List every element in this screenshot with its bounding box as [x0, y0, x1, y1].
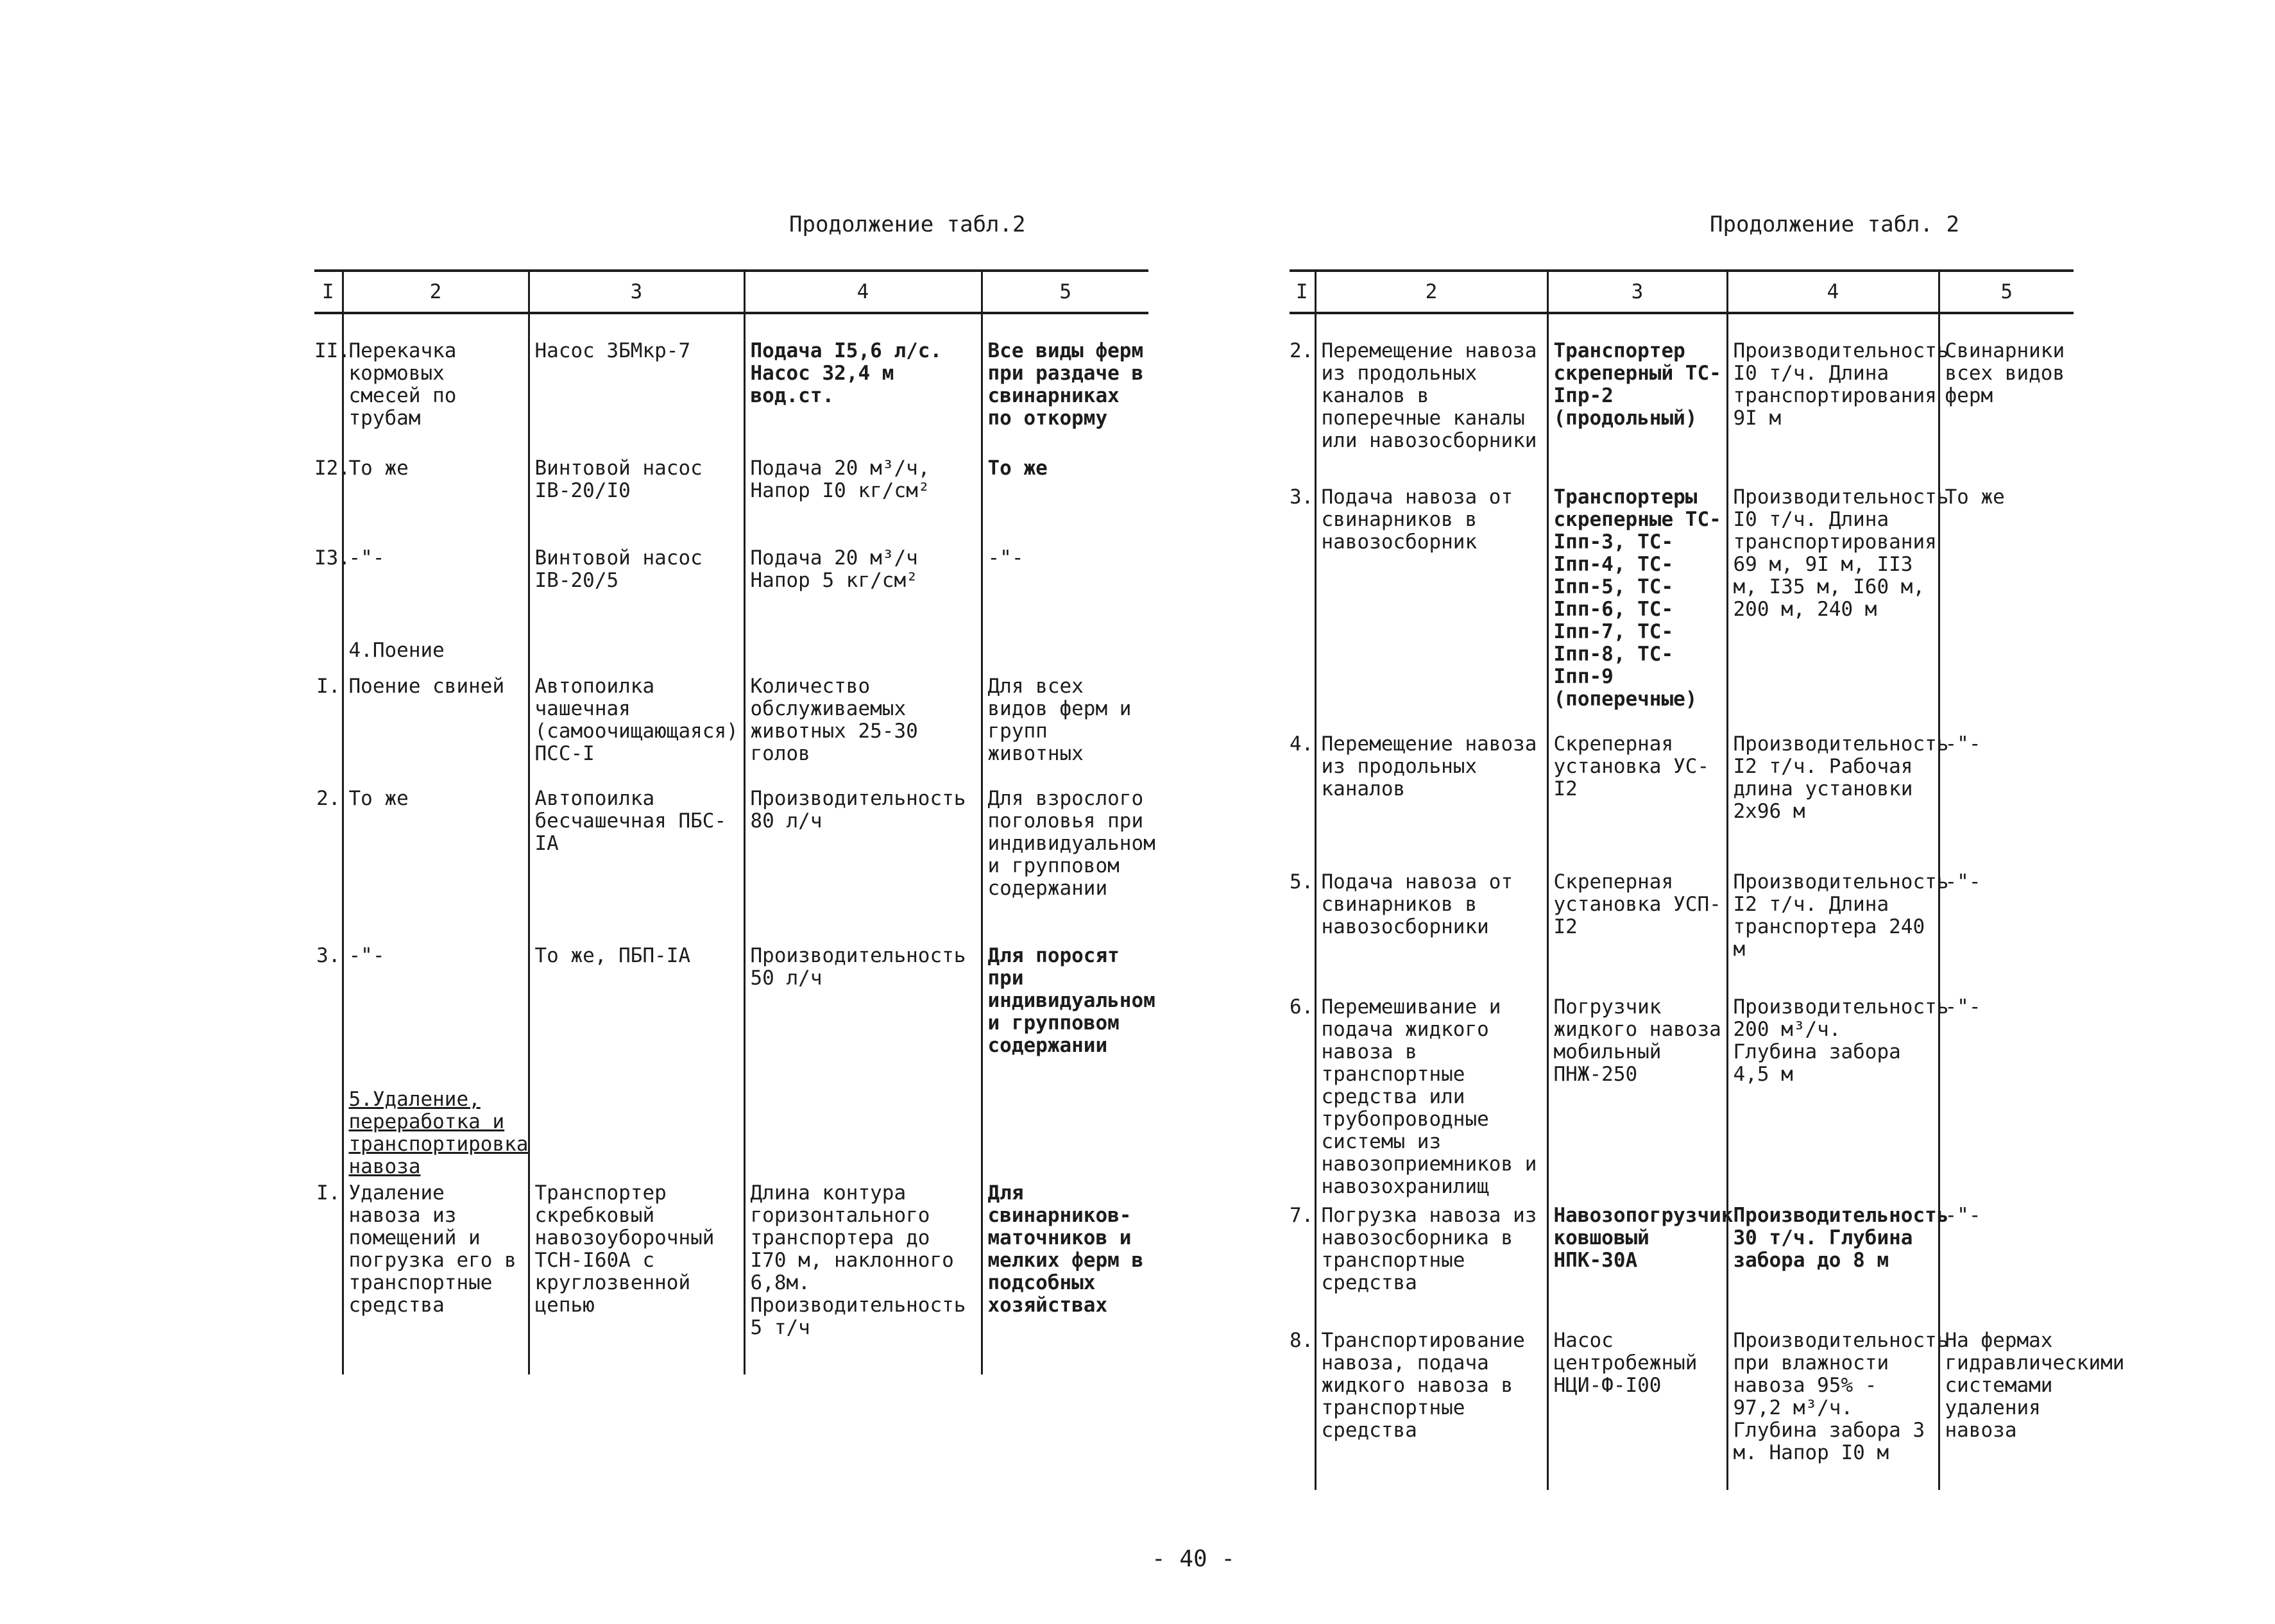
specs-cell: Производительность 80 л/ч [744, 788, 982, 945]
usage-cell: То же [982, 457, 1148, 547]
specs-cell: Производительность I2 т/ч. Рабочая длина установки 2х96 м [1727, 733, 1939, 871]
column-header: 4 [744, 271, 982, 313]
operation-cell: -"- [343, 945, 529, 1073]
row-number: I3. [314, 546, 350, 570]
page-number: - 40 - [1152, 1546, 1236, 1572]
operation-cell: То же [343, 457, 529, 547]
specs-cell: Производительность I0 т/ч. Длина транспортирования 9I м [1727, 313, 1939, 486]
row-number [314, 1073, 343, 1182]
usage-cell: Для всех видов ферм и групп животных [982, 675, 1148, 788]
operation-cell: Перемешивание и подача жидкого навоза в транспортные средства или трубопроводные системы из навозоприемников и навозохранилищ [1315, 996, 1547, 1205]
specs-cell: Подача I5,6 л/с. Насос 32,4 м вод.ст. [744, 313, 982, 457]
operation-cell: Подача навоза от свинарников в навозосборники [1315, 871, 1547, 996]
equipment-cell [529, 624, 744, 675]
specs-cell: Производительность 50 л/ч [744, 945, 982, 1073]
table-row [314, 1182, 1148, 1374]
equipment-cell: Транспортер скребковый навозоуборочный ТСН-I60А с круглозвенной цепью [529, 1182, 744, 1374]
operation-cell: Перекачка кормовых смесей по трубам [343, 313, 529, 457]
specs-cell: Количество обслуживаемых животных 25-30 голов [744, 675, 982, 788]
usage-cell: -"- [1939, 1205, 2074, 1330]
row-number: I. [316, 1181, 341, 1205]
equipment-cell: То же, ПБП-IА [529, 945, 744, 1073]
row-number: 2. [316, 787, 341, 810]
table-row [314, 788, 1148, 945]
operation-cell: Погрузка навоза из навозосборника в транспортные средства [1315, 1205, 1547, 1330]
table-row [1290, 313, 2074, 486]
column-header: 2 [343, 271, 529, 313]
usage-cell: -"- [1939, 871, 2074, 996]
specs-cell: Производительность I2 т/ч. Длина транспортера 240 м [1727, 871, 1939, 996]
equipment-cell: Погрузчик жидкого навоза мобильный ПНЖ-250 [1547, 996, 1727, 1205]
table-row [314, 457, 1148, 547]
usage-cell: Для свинарников-маточников и мелких ферм в подсобных хозяйствах [982, 1182, 1148, 1374]
row-number: I. [316, 675, 341, 698]
operation-cell: Перемещение навоза из продольных каналов [1315, 733, 1547, 871]
usage-cell: Для поросят при индивидуальном и групповом содержании [982, 945, 1148, 1073]
usage-cell: -"- [1939, 733, 2074, 871]
operation-cell: То же [343, 788, 529, 945]
table-heading-left: Продолжение табл.2 [789, 212, 1026, 237]
column-header: I [1290, 271, 1315, 313]
usage-cell: -"- [982, 547, 1148, 624]
table-row [314, 313, 1148, 457]
equipment-cell: Автопоилка бесчашечная ПБС-IА [529, 788, 744, 945]
section-row [314, 624, 1148, 675]
row-number: 4. [1290, 732, 1314, 756]
table-row [314, 675, 1148, 788]
row-number [314, 624, 343, 675]
equipment-cell [529, 1073, 744, 1182]
usage-cell: На фермах гидравлическими системами удаления навоза [1939, 1330, 2074, 1490]
table-row [1290, 1205, 2074, 1330]
equipment-cell: Винтовой насос IВ-20/I0 [529, 457, 744, 547]
usage-cell: То же [1939, 486, 2074, 733]
row-number: 3. [1290, 486, 1314, 509]
specs-cell: Производительность 30 т/ч. Глубина забора до 8 м [1727, 1205, 1939, 1330]
operation-cell: Поение свиней [343, 675, 529, 788]
row-number: 8. [1290, 1329, 1314, 1352]
specs-cell: Длина контура горизонтального транспортера до I70 м, наклонного 6,8м. Производительность 5 т/ч [744, 1182, 982, 1374]
specs-cell: Производительность 200 м³/ч. Глубина забора 4,5 м [1727, 996, 1939, 1205]
table-row [1290, 486, 2074, 733]
row-number: 3. [316, 944, 341, 967]
row-number: II. [314, 339, 350, 362]
operation-cell: Удаление навоза из помещений и погрузка его в транспортные средства [343, 1182, 529, 1374]
usage-cell: Все виды ферм при раздаче в свинарниках по откорму [982, 313, 1148, 457]
row-number: 5. [1290, 870, 1314, 893]
operation-cell: Подача навоза от свинарников в навозосборник [1315, 486, 1547, 733]
specs-cell: Производительность I0 т/ч. Длина транспортирования 69 м, 9I м, II3 м, I35 м, I60 м, 200 м, 240 м [1727, 486, 1939, 733]
column-header: 3 [529, 271, 744, 313]
usage-cell: -"- [1939, 996, 2074, 1205]
usage-cell: Для взрослого поголовья при индивидуальном и групповом содержании [982, 788, 1148, 945]
equipment-cell: Транспортер скреперный ТС-Iпр-2 (продольный) [1547, 313, 1727, 486]
equipment-cell: Насос центробежный НЦИ-Ф-I00 [1547, 1330, 1727, 1490]
table-row [314, 547, 1148, 624]
table-header-row [1290, 271, 2074, 313]
column-header: 2 [1315, 271, 1547, 313]
operation-cell: -"- [343, 547, 529, 624]
row-number: 6. [1290, 995, 1314, 1019]
equipment-cell: Автопоилка чашечная (самоочищающаяся) ПСС-I [529, 675, 744, 788]
row-number: 2. [1290, 339, 1314, 362]
equipment-cell: Скреперная установка УС-I2 [1547, 733, 1727, 871]
table-row [1290, 996, 2074, 1205]
column-header: 5 [982, 271, 1148, 313]
usage-cell [982, 624, 1148, 675]
specs-cell: Производительность при влажности навоза 95% - 97,2 м³/ч. Глубина забора 3 м. Напор I0 м [1727, 1330, 1939, 1490]
equipment-cell: Навозопогрузчик ковшовый НПК-30А [1547, 1205, 1727, 1330]
operation-cell: Перемещение навоза из продольных каналов в поперечные каналы или навозосборники [1315, 313, 1547, 486]
equipment-cell: Насос ЗБМкр-7 [529, 313, 744, 457]
table-row [1290, 1330, 2074, 1490]
specs-cell [744, 624, 982, 675]
usage-cell: Свинарники всех видов ферм [1939, 313, 2074, 486]
operation-cell: Транспортирование навоза, подача жидкого навоза в транспортные средства [1315, 1330, 1547, 1490]
specs-cell: Подача 20 м³/ч, Напор I0 кг/см² [744, 457, 982, 547]
section-title: 4.Поение [343, 624, 529, 675]
specs-cell: Подача 20 м³/ч Напор 5 кг/см² [744, 547, 982, 624]
section-title: 5.Удаление, переработка и транспортировка навоза [343, 1073, 529, 1182]
specs-cell [744, 1073, 982, 1182]
equipment-cell: Транспортеры скреперные ТС-Iпп-3, ТС-Iпп-4, ТС-Iпп-5, ТС-Iпп-6, ТС-Iпп-7, ТС-Iпп-8, ТС-Iпп-9 (поперечные) [1547, 486, 1727, 733]
equipment-cell: Скреперная установка УСП-I2 [1547, 871, 1727, 996]
row-number: I2. [314, 457, 350, 480]
table-right [1290, 269, 2125, 1490]
table-left [314, 269, 1155, 1374]
usage-cell [982, 1073, 1148, 1182]
table-row [1290, 733, 2074, 871]
table-heading-right: Продолжение табл. 2 [1710, 212, 1959, 237]
equipment-cell: Винтовой насос IВ-20/5 [529, 547, 744, 624]
table-header-row [314, 271, 1148, 313]
column-header: I [314, 271, 343, 313]
table-row [1290, 871, 2074, 996]
column-header: 3 [1547, 271, 1727, 313]
section-row [314, 1073, 1148, 1182]
table-row [314, 945, 1148, 1073]
column-header: 5 [1939, 271, 2074, 313]
column-header: 4 [1727, 271, 1939, 313]
row-number: 7. [1290, 1204, 1314, 1227]
